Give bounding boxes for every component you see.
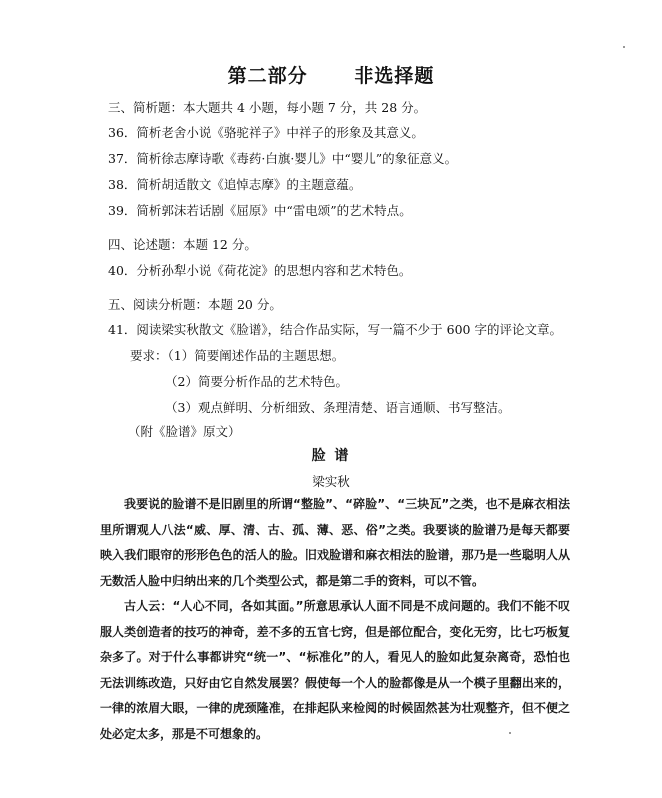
question-36: 36．简析老舍小说《骆驼祥子》中祥子的形象及其意义。 [108, 125, 424, 140]
requirement-3: （3）观点鲜明、分析细致、条理清楚、语言通顺、书写整洁。 [165, 400, 511, 415]
question-38: 38．简析胡适散文《追悼志摩》的主题意蕴。 [108, 177, 362, 192]
essay-title: 脸 谱 [311, 448, 351, 464]
question-40: 40．分析孙犁小说《荷花淀》的思想内容和艺术特色。 [108, 263, 412, 278]
essay-paragraph-2: 古人云：“人心不同，各如其面。”所意思承认人面不同是不成问题的。我们不能不叹服人类创造者的技巧的神奇，差不多的五官七窍，但是部位配合，变化无穷，比七巧板复杂多了。对于什么事都讲究“统一”、“标准化”的人，看见人的脸如此复杂离奇，恐怕也无法训练改造，只好由它自然发展罢？假使每一个人的脸都像是从一个模子里翻出来的，一律的浓眉大眼，一律的虎颈隆准，在排起队来检阅的时候固然甚为壮观整齐，但不便之处必定太多，那是不可想象的。 [100, 599, 570, 741]
scan-speck [509, 732, 511, 734]
part-title: 第二部分 非选择题 [227, 65, 435, 87]
section-three-header: 三、简析题：本大题共 4 小题，每小题 7 分，共 28 分。 [108, 100, 427, 115]
section-four-header: 四、论述题：本题 12 分。 [108, 237, 257, 252]
section-five-header: 五、阅读分析题：本题 20 分。 [108, 297, 282, 312]
requirement-1: 要求：（1）简要阐述作品的主题思想。 [130, 348, 345, 363]
essay-author: 梁实秋 [312, 474, 350, 489]
question-41: 41．阅读梁实秋散文《脸谱》，结合作品实际，写一篇不少于 600 字的评论文章。 [108, 322, 562, 337]
question-39: 39．简析郭沫若话剧《屈原》中“雷电颂”的艺术特点。 [108, 203, 412, 218]
requirement-2: （2）简要分析作品的艺术特色。 [165, 374, 348, 389]
essay-paragraph-1: 我要说的脸谱不是旧剧里的所谓“整脸”、“碎脸”、“三块瓦”之类，也不是麻衣相法里所谓观人八法“威、厚、清、古、孤、薄、恶、俗”之类。我要谈的脸谱乃是每天都要映入我们眼帘的形形色色的活人的脸。旧戏脸谱和麻衣相法的脸谱，那乃是一些聪明人从无数活人脸中归纳出来的几个类型公式，都是第二手的资料，可以不管。 [100, 497, 570, 588]
scan-speck [623, 46, 625, 48]
question-37: 37．简析徐志摩诗歌《毒药·白旗·婴儿》中“婴儿”的象征意义。 [108, 151, 458, 166]
attachment-note: （附《脸谱》原文） [128, 424, 241, 439]
